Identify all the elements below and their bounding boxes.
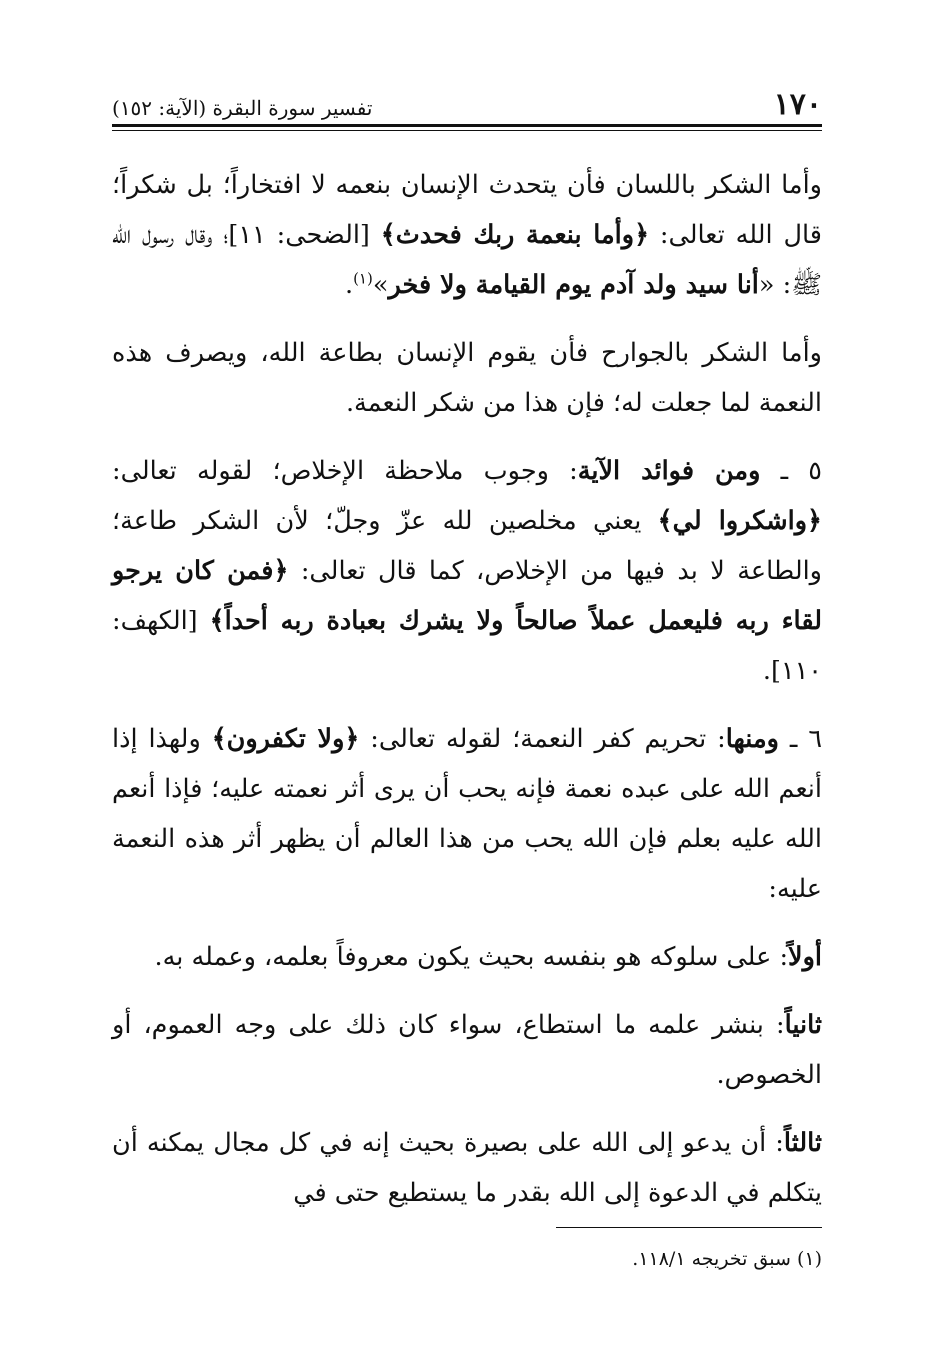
hadith-quote: أنا سيد ولد آدم يوم القيامة ولا فخر — [388, 270, 759, 300]
header-rule-thick — [112, 124, 822, 127]
text: : وجوب ملاحظة الإخلاص؛ لقوله تعالى: — [112, 456, 578, 486]
paragraph-faida-5 — [112, 446, 822, 696]
main-text — [112, 160, 822, 1236]
text: [الكهف: ١١٠]. — [112, 606, 822, 686]
text: » — [372, 270, 389, 300]
list-lead: أولاً — [788, 942, 822, 972]
text: يعني مخلصين لله عزّ وجلّ؛ لأن الشكر طاعة؛ والطاعة لا بد فيها من الإخلاص، كما قال تعالى: — [112, 506, 822, 586]
footnote-reference[interactable]: (١) — [353, 269, 373, 288]
quran-quote: ﴿وأما بنعمة ربك فحدث﴾ — [380, 220, 650, 250]
quran-quote: ﴿ولا تكفرون﴾ — [211, 724, 360, 754]
text: [الضحى: ١١]؛ وقال رسول الله ﷺ: « — [112, 220, 822, 300]
text: : على سلوكه هو بنفسه بحيث يكون معروفاً بعلمه، وعمله به. — [154, 942, 789, 972]
paragraph-shukr-lisan — [112, 160, 822, 310]
text: : تحريم كفر النعمة؛ لقوله تعالى: — [359, 724, 726, 754]
footnote-separator — [556, 1227, 822, 1228]
paragraph-faida-6 — [112, 714, 822, 914]
text: : بنشر علمه ما استطاع، سواء كان ذلك على وجه العموم، أو الخصوص. — [112, 1010, 822, 1090]
paragraph-thalithan — [112, 1118, 822, 1218]
text: : أن يدعو إلى الله على بصيرة بحيث إنه في كل مجال يمكنه أن يتكلم في الدعوة إلى الله بقدر ما يستطيع حتى في — [112, 1128, 822, 1208]
list-lead: ثالثاً — [783, 1128, 822, 1158]
page-number: ١٧٠ — [773, 87, 822, 122]
paragraph-thaniyan — [112, 1000, 822, 1100]
list-lead: ثانياً — [784, 1010, 822, 1040]
section-heading: ومنها — [725, 724, 779, 754]
text: وأما الشكر باللسان فأن يتحدث الإنسان بنعمه لا افتخاراً؛ بل شكراً؛ قال الله تعالى: — [112, 170, 822, 250]
paragraph-shukr-jawarih: وأما الشكر بالجوارح فأن يقوم الإنسان بطاعة الله، ويصرف هذه النعمة لما جعلت له؛ فإن هذا من شكر النعمة. — [112, 338, 822, 418]
text: ٥ ـ — [760, 456, 822, 486]
text: . — [344, 270, 354, 300]
text: ولهذا إذا أنعم الله على عبده نعمة فإنه يحب أن يرى أثر نعمته عليه؛ فإذا أنعم الله عليه بعلم فإن الله يحب من هذا العالم أن يظهر أثر هذه النعمة عليه: — [112, 724, 822, 904]
section-heading: ومن فوائد الآية — [577, 456, 761, 486]
footnote-1: (١) سبق تخريجه ١١٨/١. — [632, 1248, 822, 1270]
text: ٦ ـ — [778, 724, 823, 754]
header-rule-thin — [112, 130, 822, 131]
running-title: تفسير سورة البقرة (الآية: ١٥٢) — [112, 96, 373, 120]
paragraph-awwalan — [112, 932, 822, 982]
page-header — [112, 82, 822, 120]
quran-quote: ﴿فمن كان يرجو لقاء ربه فليعمل عملاً صالحاً ولا يشرك بعبادة ربه أحداً﴾ — [112, 556, 822, 636]
quran-quote: ﴿واشكروا لي﴾ — [657, 506, 822, 536]
